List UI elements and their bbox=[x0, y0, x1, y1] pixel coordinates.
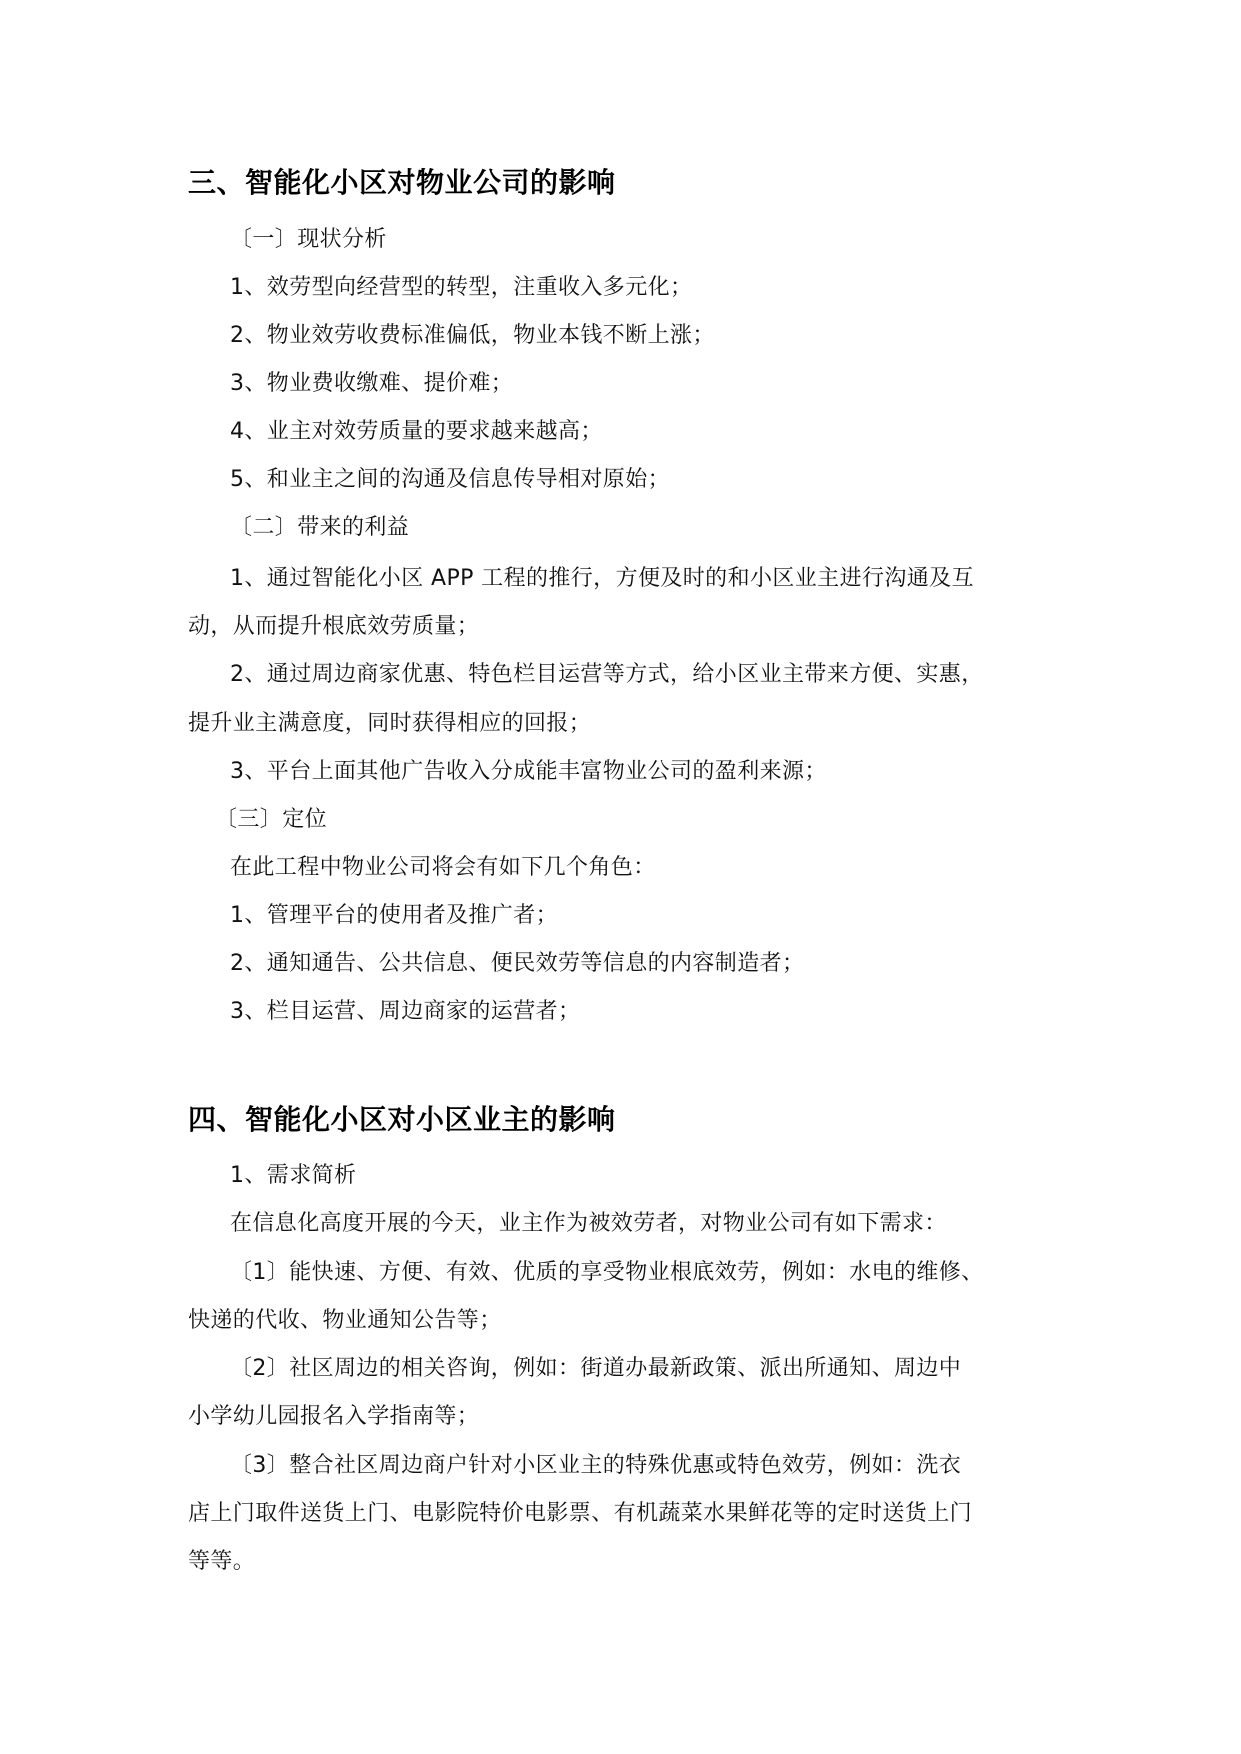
need-3-line-1: 〔3〕整合社区周边商户针对小区业主的特殊优惠或特色效劳，例如：洗衣 bbox=[230, 1453, 962, 1478]
status-item-4: 4、业主对效劳质量的要求越来越高； bbox=[230, 419, 603, 444]
needs-subtitle: 1、需求简析 bbox=[230, 1163, 357, 1188]
role-item-1: 1、管理平台的使用者及推广者； bbox=[230, 903, 558, 928]
subsection-1-title: 〔一〕现状分析 bbox=[230, 227, 387, 252]
section-4-heading: 四、智能化小区对小区业主的影响 bbox=[188, 1103, 616, 1136]
need-1-line-2: 快递的代收、物业通知公告等； bbox=[188, 1308, 502, 1333]
subsection-2-title: 〔二〕带来的利益 bbox=[230, 515, 410, 540]
role-item-2: 2、通知通告、公共信息、便民效劳等信息的内容制造者； bbox=[230, 951, 805, 976]
subsection-3-title: 〔三〕定位 bbox=[215, 807, 328, 832]
status-item-1: 1、效劳型向经营型的转型，注重收入多元化； bbox=[230, 275, 693, 300]
need-3-line-2: 店上门取件送货上门、电影院特价电影票、有机蔬菜水果鲜花等的定时送货上门 bbox=[188, 1501, 973, 1526]
benefit-1-line-2: 动，从而提升根底效劳质量； bbox=[188, 614, 480, 639]
status-item-3: 3、物业费收缴难、提价难； bbox=[230, 371, 514, 396]
needs-intro: 在信息化高度开展的今天，业主作为被效劳者，对物业公司有如下需求： bbox=[230, 1211, 947, 1236]
need-1-line-1: 〔1〕能快速、方便、有效、优质的享受物业根底效劳，例如：水电的维修、 bbox=[230, 1260, 984, 1285]
role-item-3: 3、栏目运营、周边商家的运营者； bbox=[230, 999, 581, 1024]
need-2-line-2: 小学幼儿园报名入学指南等； bbox=[188, 1404, 480, 1429]
benefit-3: 3、平台上面其他广告收入分成能丰富物业公司的盈利来源； bbox=[230, 759, 827, 784]
need-2-line-1: 〔2〕社区周边的相关咨询，例如：街道办最新政策、派出所通知、周边中 bbox=[230, 1356, 962, 1381]
role-intro: 在此工程中物业公司将会有如下几个角色： bbox=[230, 855, 656, 880]
benefit-2-line-1: 2、通过周边商家优惠、特色栏目运营等方式，给小区业主带来方便、实惠， bbox=[230, 662, 984, 687]
benefit-1-line-1: 1、通过智能化小区 APP 工程的推行，方便及时的和小区业主进行沟通及互 bbox=[230, 566, 974, 591]
status-item-2: 2、物业效劳收费标准偏低，物业本钱不断上涨； bbox=[230, 323, 715, 348]
need-3-line-3: 等等。 bbox=[188, 1549, 256, 1574]
section-3-heading: 三、智能化小区对物业公司的影响 bbox=[188, 166, 616, 199]
benefit-2-line-2: 提升业主满意度，同时获得相应的回报； bbox=[188, 711, 592, 736]
status-item-5: 5、和业主之间的沟通及信息传导相对原始； bbox=[230, 467, 670, 492]
